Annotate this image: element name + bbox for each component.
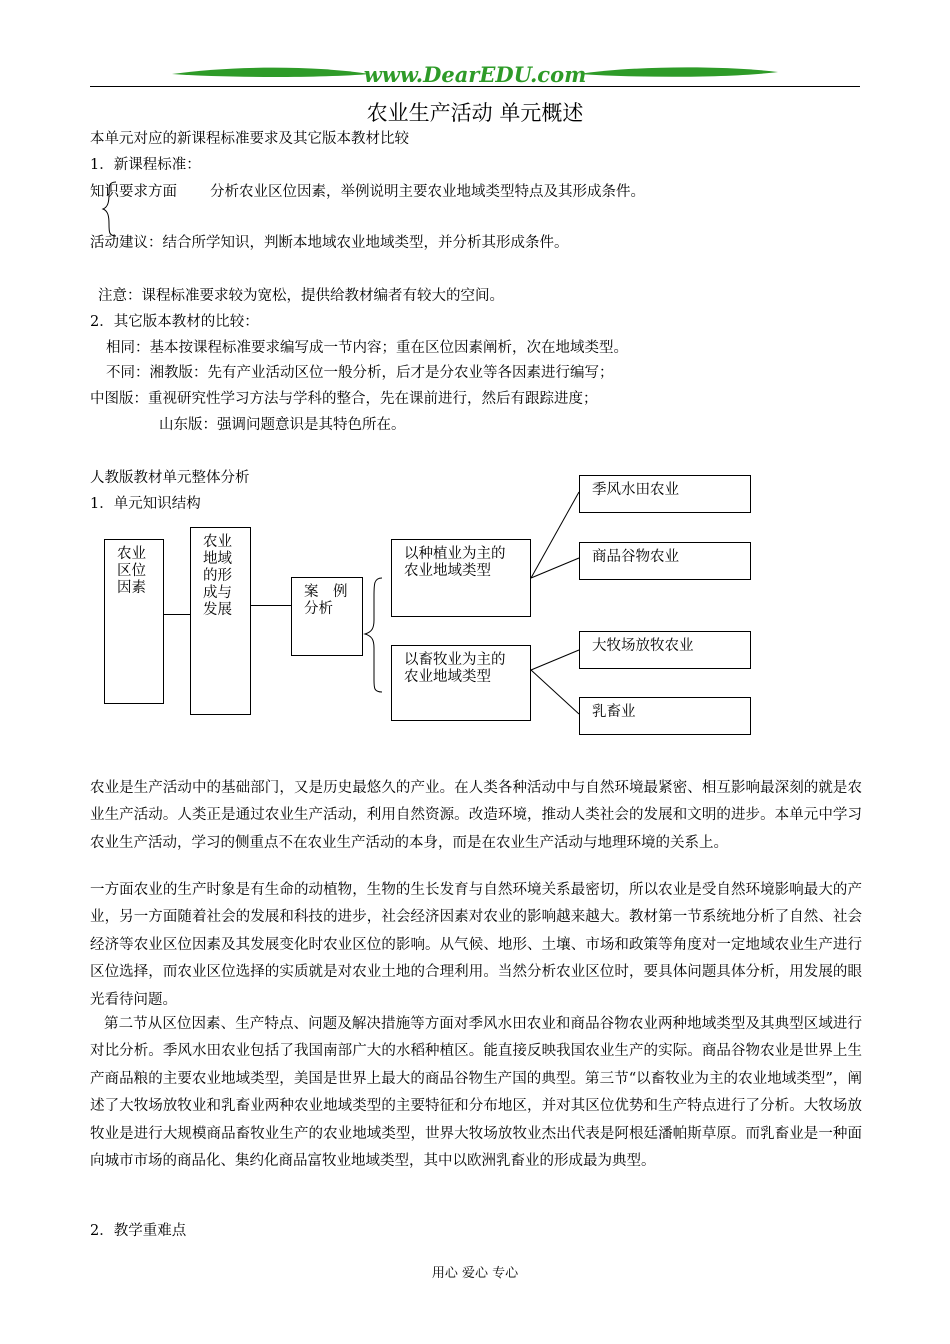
case-brace-icon	[362, 576, 392, 696]
box-agri-region-formation: 农业 地域 的形 成与 发展	[190, 527, 251, 715]
body-paragraph-2: 一方面农业的生产时象是有生命的动植物，生物的生长发育与自然环境关系最密切，所以农业是受自然环境影响最大的产业，另一方面随着社会的发展和科技的进步，社会经济因素对农业的影响越来越大。教材第一节系统地分析了自然、社会经济等农业区位因素及其发展变化时农业区位的影响。从气候、地形、土壤、市场和政策等角度对一定地域农业生产进行区位选择，而农业区位选择的实质就是对农业土地的合理利用。当然分析农业区位时，要具体问题具体分析，用发展的眼光看待问题。	[90, 882, 862, 1008]
section-teaching-focus: 2．教学重难点	[90, 1223, 187, 1239]
page-title: 农业生产活动 单元概述	[366, 101, 584, 125]
connector-location-formation	[164, 614, 190, 615]
box-ranching: 大牧场放牧农业	[579, 631, 751, 669]
comparison-same: 相同：基本按课程标准要求编写成一节内容；重在区位因素阐析，次在地域类型。	[106, 340, 628, 356]
knowledge-text: 分析农业区位因素，举例说明主要农业地域类型特点及其形成条件。	[210, 184, 645, 200]
footer-slogan: 用心 爱心 专心	[431, 1266, 519, 1281]
section-new-standard: 1．新课程标准：	[90, 157, 201, 173]
comparison-diff-zhongtu: 中图版：重视研究性学习方法与学科的整合，先在课前进行，然后有跟踪进度；	[90, 391, 598, 407]
box-agri-location-factors: 农业 区位 因素	[104, 539, 164, 704]
box-planting-agriculture: 以种植业为主的 农业地域类型	[391, 539, 531, 617]
logo-swoosh-left	[172, 68, 370, 77]
intro-heading: 本单元对应的新课程标准要求及其它版本教材比较	[90, 131, 409, 147]
activity-suggestion: 活动建议：结合所学知识，判断本地域农业地域类型，并分析其形成条件。	[90, 235, 569, 251]
curly-brace-icon	[100, 180, 120, 240]
box-dairy: 乳畜业	[579, 697, 751, 735]
analysis-heading: 人教版教材单元整体分析	[90, 470, 250, 486]
body-paragraph-1: 农业是生产活动中的基础部门，又是历史最悠久的产业。在人类各种活动中与自然环境最紧密、相互影响最深刻的就是农业生产活动。人类正是通过农业生产活动，利用自然资源。改造环境，推动人类社会的发展和文明的进步。本单元中学习农业生产活动，学习的侧重点不在农业生产活动的本身，而是在农业生产活动与地理环境的关系上。	[90, 780, 862, 851]
box-monsoon-rice: 季风水田农业	[579, 475, 751, 513]
logo-text: www.DearEDU.com	[363, 62, 587, 87]
comparison-diff-shandong: 山东版：强调问题意识是其特色所在。	[159, 417, 406, 433]
comparison-diff-xiang: 不同：湘教版：先有产业活动区位一般分析，后才是分农业等各因素进行编写；	[106, 365, 614, 381]
deredu-logo	[170, 62, 780, 88]
knowledge-label: 知识要求方面	[90, 184, 177, 200]
box-commercial-grain: 商品谷物农业	[579, 542, 751, 580]
branch-lines	[530, 490, 582, 730]
box-case-analysis: 案 例 分析	[291, 577, 363, 656]
section-knowledge-structure: 1．单元知识结构	[90, 496, 201, 512]
body-paragraph-3: 第二节从区位因素、生产特点、问题及解决措施等方面对季风水田农业和商品谷物农业两种地域类型及其典型区域进行对比分析。季风水田农业包括了我国南部广大的水稻种植区。能直接反映我国农业生产的实际。商品谷物农业是世界上生产商品粮的主要农业地域类型，美国是世界上最大的商品谷物生产国的典型。第三节“以畜牧业为主的农业地域类型”，阐述了大牧场放牧业和乳畜业两种农业地域类型的主要特征和分布地区，并对其区位优势和生产特点进行了分析。大牧场放牧业是进行大规模商品畜牧业生产的农业地域类型，世界大牧场放牧业杰出代表是阿根廷潘帕斯草原。而乳畜业是一种面向城市市场的商品化、集约化商品富牧业地域类型，其中以欧洲乳畜业的形成最为典型。	[90, 1016, 862, 1170]
box-livestock-agriculture: 以畜牧业为主的 农业地域类型	[391, 645, 531, 721]
header-rule	[90, 86, 860, 87]
note-text: 注意：课程标准要求较为宽松，提供给教材编者有较大的空间。	[98, 288, 504, 304]
connector-formation-case	[251, 605, 291, 606]
logo-swoosh-right	[578, 67, 778, 76]
section-comparison: 2．其它版本教材的比较：	[90, 314, 259, 330]
